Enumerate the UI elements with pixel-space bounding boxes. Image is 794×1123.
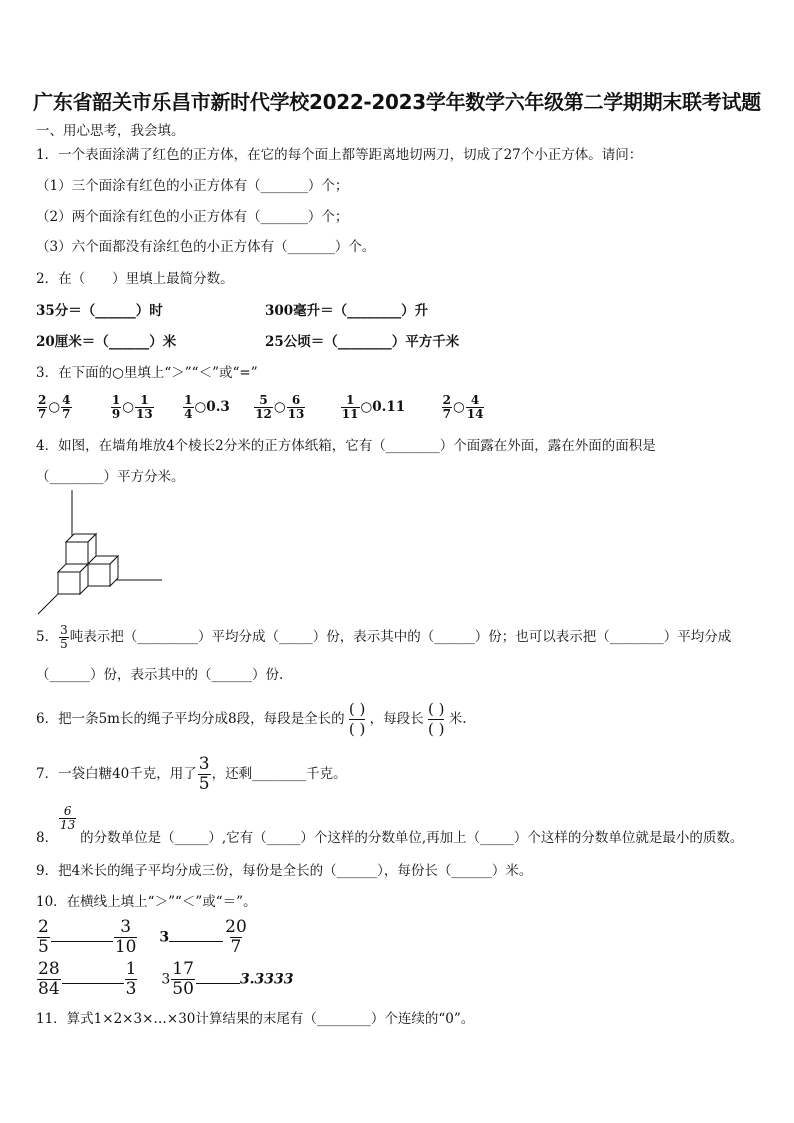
q6-length-blank: ( ) ( ) xyxy=(427,700,445,738)
q10-row1: $\frac{2}{5}$ $\frac{3}{10}$ 3 $\frac{20}{7}$ xyxy=(38,917,247,957)
q10-stem: 10．在横线上填上“＞”“＜”或“＝”。 xyxy=(36,894,257,910)
q1-part3: （3）六个面都没有涂红色的小正方体有（_______）个。 xyxy=(36,239,376,255)
corner-cubes-figure xyxy=(36,490,166,620)
section-heading: 一、用心思考，我会填。 xyxy=(36,123,185,139)
q4-line1: 4．如图，在墙角堆放4个棱长2分米的正方体纸箱，它有（________）个面露在外面，露在外面的面积是 xyxy=(36,438,656,454)
q3-comparisons: $\frac{2}{7}$ ○ $\frac{4}{7}$ $\frac{1}{9}$ ○ $\frac{1}{13}$ $\frac{1}{4}$ ○0.3 $\frac{5}{12}$ ○ $\frac{6}{13}$ $\frac{1}{11}$ ○0.11 $\frac{2}{7}$ ○ $\frac{4}{14}$ xyxy=(38,393,484,421)
q3-stem: 3．在下面的○里填上“＞”“＜”或“=” xyxy=(36,365,258,381)
q7-line: 7．一袋白糖40千克，用了 $\frac{3}{5}$ ，还剩________千克。 xyxy=(36,754,347,794)
q4-line2: （________）平方分米。 xyxy=(36,469,185,485)
q1-stem: 1．一个表面涂满了红色的正方体，在它的每个面上都等距离地切两刀，切成了27个小正方体。请问： xyxy=(36,147,643,163)
q6-line: 6．把一条5m长的绳子平均分成8段，每段是全长的 ( ) ( ) ，每段长 ( ) ( ) 米. xyxy=(36,700,467,738)
q8-line: 8． 的分数单位是（_____）,它有（_____）个这样的分数单位,再加上（_____）个这样的分数单位就是最小的质数。 xyxy=(36,830,744,846)
q11-line: 11．算式1×2×3×…×30计算结果的末尾有（________）个连续的“0”。 xyxy=(36,1011,475,1027)
q5-line1: 5． $\frac{3}{5}$ 吨表示把（_________）平均分成（_____）份，表示其中的（______）份；也可以表示把（________）平均分成 xyxy=(36,623,732,651)
q1-part1: （1）三个面涂有红色的小正方体有（_______）个； xyxy=(36,178,349,194)
q1-part2: （2）两个面涂有红色的小正方体有（_______）个； xyxy=(36,209,349,225)
q6-fraction-blank: ( ) ( ) xyxy=(348,700,366,738)
q7-fraction: $\frac{3}{5}$ xyxy=(198,754,210,794)
q2-item-a: 35分＝（______）时 xyxy=(36,303,163,319)
q5-line2: （______）份，表示其中的（______）份. xyxy=(36,667,284,683)
q10-row2: $\frac{28}{84}$ $\frac{1}{3}$ 3 $\frac{17}{50}$ 3.3333 xyxy=(38,959,294,999)
q3-fraction: $\frac{2}{7}$ xyxy=(38,393,47,421)
q5-fraction: $\frac{3}{5}$ xyxy=(60,623,68,651)
q9-line: 9．把4米长的绳子平均分成三份，每份是全长的（______），每份长（______）米。 xyxy=(36,863,533,879)
q2-item-d: 25公顷＝（________）平方千米 xyxy=(265,334,460,350)
q8-fraction: $\frac{6}{13}$ xyxy=(60,804,76,832)
page-title: 广东省韶关市乐昌市新时代学校2022-2023学年数学六年级第二学期期末联考试题 xyxy=(33,90,761,114)
q2-item-c: 20厘米＝（______）米 xyxy=(36,334,177,350)
q2-stem: 2．在（ ）里填上最简分数。 xyxy=(36,271,234,287)
q2-item-b: 300毫升＝（________）升 xyxy=(265,303,429,319)
